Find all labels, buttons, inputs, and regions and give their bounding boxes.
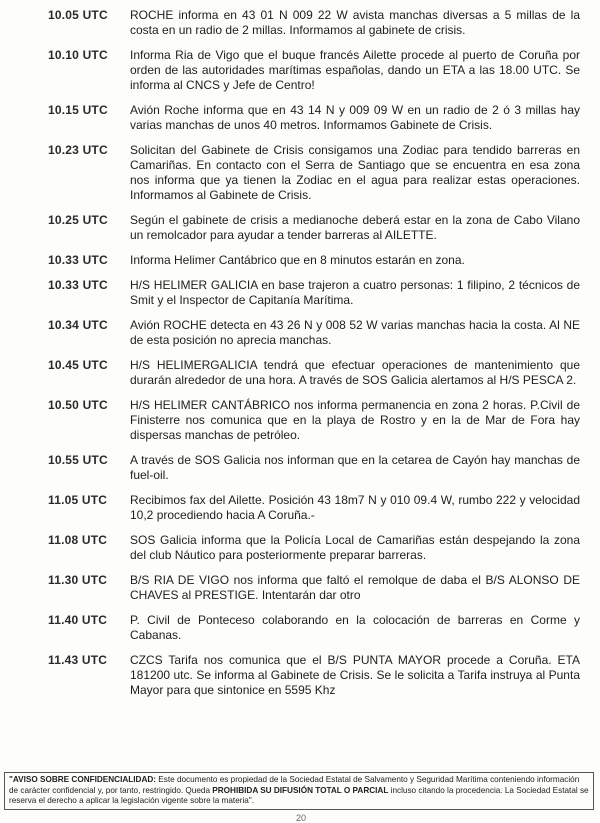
entry-time: 10.45 UTC [48, 358, 108, 372]
confidentiality-notice [4, 772, 594, 810]
log-entry [0, 653, 600, 698]
notice-body-2: incluso citando la procedencia. La Sociedad Estatal se reserva el derecho a aplicar la legislación vigente sobre la materia". [9, 785, 589, 805]
log-entry [0, 318, 600, 348]
entry-time: 10.33 UTC [48, 278, 108, 292]
entry-text: Avión Roche informa que en 43 14 N y 009 09 W en un radio de 2 ó 3 millas hay varias manchas de unos 40 metros. Informamos Gabinete de Crisis. [130, 103, 580, 132]
entry-time: 10.05 UTC [48, 8, 108, 22]
entry-time: 11.08 UTC [48, 533, 108, 547]
entry-text: SOS Galicia informa que la Policía Local de Camariñas están despejando la zona del club Náutico para posteriormente preparar barreras. [130, 533, 580, 562]
notice-label: "AVISO SOBRE CONFIDENCIALIDAD: [9, 775, 157, 784]
entry-time: 10.33 UTC [48, 253, 108, 267]
entry-text: CZCS Tarifa nos comunica que el B/S PUNTA MAYOR procede a Coruña. ETA 181200 utc. Se informa al Gabinete de Crisis. Se le solicita a Tarifa instruya al Punta Mayor para que sintonice en 5595 Khz [130, 653, 580, 697]
log-entry [0, 573, 600, 603]
log-entry [0, 613, 600, 643]
entry-text: H/S HELIMERGALICIA tendrá que efectuar operaciones de mantenimiento que durarán alrededor de una hora. A través de SOS Galicia alertamos al H/S PESCA 2. [130, 358, 580, 387]
entry-time: 11.30 UTC [48, 573, 108, 587]
log-entry [0, 278, 600, 308]
log-entry [0, 143, 600, 203]
entry-time: 10.10 UTC [48, 48, 108, 62]
entry-text: Según el gabinete de crisis a medianoche deberá estar en la zona de Cabo Vilano un remolcador para ayudar a tender barreras al AILETTE. [130, 213, 580, 242]
entry-time: 11.05 UTC [48, 493, 108, 507]
entry-time: 10.25 UTC [48, 213, 108, 227]
log-entry [0, 103, 600, 133]
entry-time: 11.43 UTC [48, 653, 108, 667]
log-entry [0, 398, 600, 443]
log-entry [0, 253, 600, 268]
entry-time: 10.55 UTC [48, 453, 108, 467]
log-entry [0, 213, 600, 243]
log-entry [0, 453, 600, 483]
entry-text: P. Civil de Ponteceso colaborando en la colocación de barreras en Corme y Cabanas. [130, 613, 580, 642]
entry-time: 10.23 UTC [48, 143, 108, 157]
entry-text: H/S HELIMER GALICIA en base trajeron a cuatro personas: 1 filipino, 2 técnicos de Smit y el Inspector de Capitanía Marítima. [130, 278, 580, 307]
log-entry [0, 493, 600, 523]
entry-time: 11.40 UTC [48, 613, 108, 627]
entry-text: Recibimos fax del Ailette. Posición 43 18m7 N y 010 09.4 W, rumbo 222 y velocidad 10,2 procediendo hacia A Coruña.- [130, 493, 580, 522]
log-entry [0, 8, 600, 38]
entry-time: 10.15 UTC [48, 103, 108, 117]
entry-text: H/S HELIMER CANTÁBRICO nos informa permanencia en zona 2 horas. P.Civil de Finisterre nos comunica que en la playa de Rostro y en la de Mar de Fora hay dispersas manchas de petróleo. [130, 398, 580, 442]
log-entry [0, 358, 600, 388]
entry-time: 10.50 UTC [48, 398, 108, 412]
entry-time: 10.34 UTC [48, 318, 108, 332]
entry-text: Informa Ria de Vigo que el buque francés Ailette procede al puerto de Coruña por orden de las autoridades marítimas españolas, dando un ETA a las 18.00 UTC. Se informa al CNCS y Jefe de Centro! [130, 48, 580, 92]
log-entries [0, 8, 600, 708]
entry-text: B/S RIA DE VIGO nos informa que faltó el remolque de daba el B/S ALONSO DE CHAVES al PRESTIGE. Intentarán dar otro [130, 573, 580, 602]
page-number: 20 [296, 813, 307, 823]
entry-text: Avión ROCHE detecta en 43 26 N y 008 52 W varias manchas hacia la costa. Al NE de esta posición no aprecia manchas. [130, 318, 580, 347]
notice-prohibition: PROHIBIDA SU DIFUSIÓN TOTAL O PARCIAL [212, 785, 389, 795]
entry-text: Informa Helimer Cantábrico que en 8 minutos estarán en zona. [130, 253, 465, 267]
notice-body-1: Este documento es propiedad de la Sociedad Estatal de Salvamento y Seguridad Marítima conteniendo información de carácter confidencial y, por tanto, restringido. Queda [9, 775, 580, 795]
entry-text: A través de SOS Galicia nos informan que en la cetarea de Cayón hay manchas de fuel-oil. [130, 453, 580, 482]
entry-text: ROCHE informa en 43 01 N 009 22 W avista manchas diversas a 5 millas de la costa en un radio de 2 millas. Informamos al gabinete de crisis. [130, 8, 580, 37]
entry-text: Solicitan del Gabinete de Crisis consigamos una Zodiac para tendido barreras en Camariñas. En contacto con el Serra de Santiago que se encuentra en esa zona nos informa que ya tienen la Zodiac en el agua para realizar estas operaciones. Informamos al Gabinete de Crisis. [130, 143, 580, 202]
log-entry [0, 533, 600, 563]
log-entry [0, 48, 600, 93]
